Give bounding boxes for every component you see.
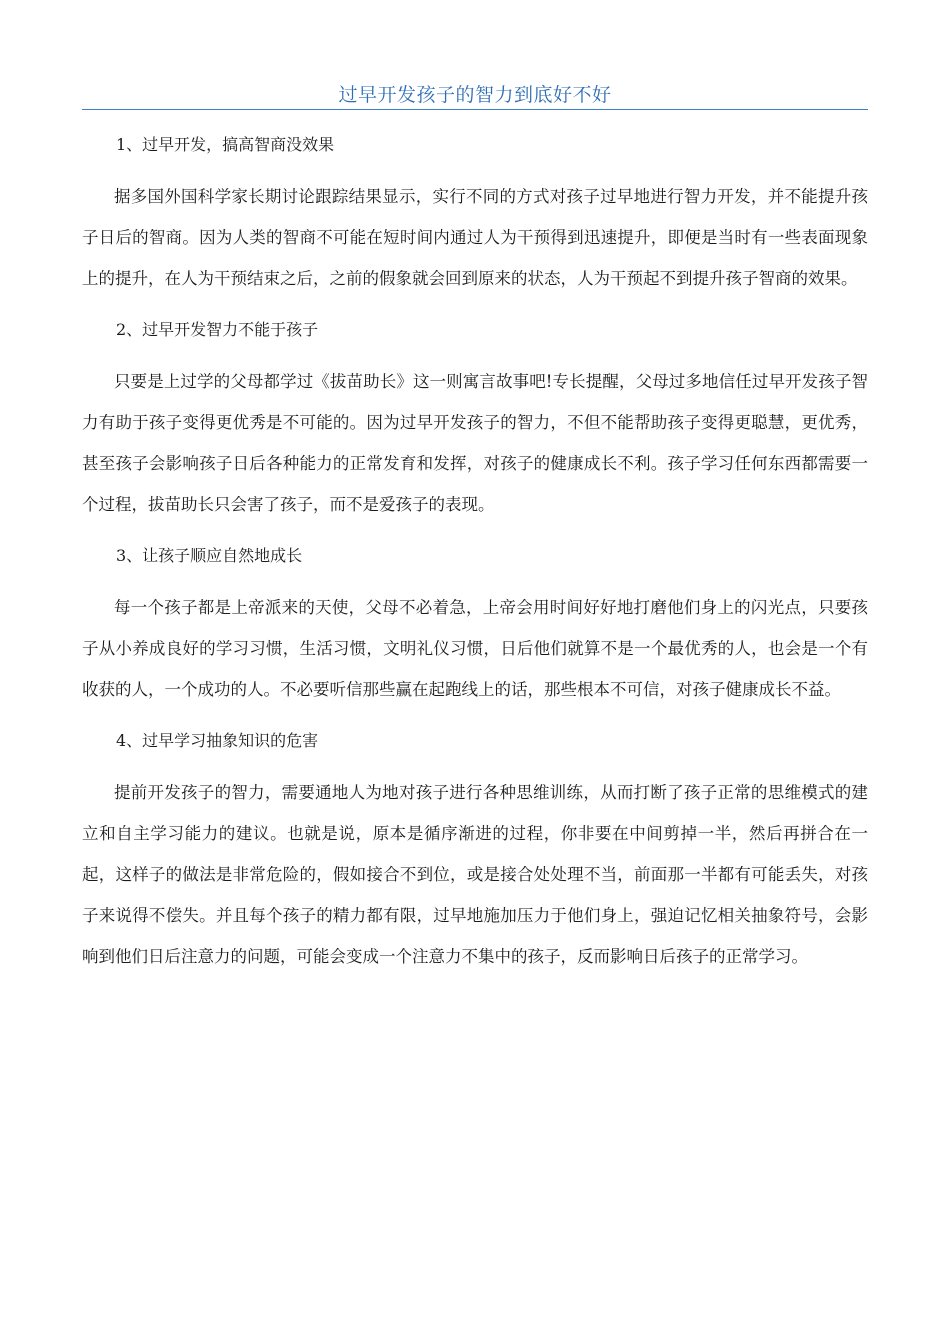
section-3-heading: 3、让孩子顺应自然地成长	[116, 546, 303, 565]
section-4-heading: 4、过早学习抽象知识的危害	[116, 731, 319, 750]
section-2-heading: 2、过早开发智力不能于孩子	[116, 320, 319, 339]
section-4-body: 提前开发孩子的智力，需要通地人为地对孩子进行各种思维训练，从而打断了孩子正常的思维模式的建立和自主学习能力的建议。也就是说，原本是循序渐进的过程，你非要在中间剪掉一半，然后再拼合在一起，这样子的做法是非常危险的，假如接合不到位，或是接合处处理不当，前面那一半都有可能丢失，对孩子来说得不偿失。并且每个孩子的精力都有限，过早地施加压力于他们身上，强迫记忆相关抽象符号，会影响到他们日后注意力的问题，可能会变成一个注意力不集中的孩子，反而影响日后孩子的正常学习。	[82, 783, 868, 966]
section-1-heading: 1、过早开发，搞高智商没效果	[116, 135, 335, 154]
section-1-body: 据多国外国科学家长期讨论跟踪结果显示，实行不同的方式对孩子过早地进行智力开发，并不能提升孩子日后的智商。因为人类的智商不可能在短时间内通过人为干预得到迅速提升，即便是当时有一些表面现象上的提升，在人为干预结束之后，之前的假象就会回到原来的状态，人为干预起不到提升孩子智商的效果。	[82, 187, 868, 288]
section-3-body: 每一个孩子都是上帝派来的天使，父母不必着急，上帝会用时间好好地打磨他们身上的闪光点，只要孩子从小养成良好的学习习惯，生活习惯，文明礼仪习惯，日后他们就算不是一个最优秀的人，也会是一个有收获的人，一个成功的人。不必要听信那些赢在起跑线上的话，那些根本不可信，对孩子健康成长不益。	[82, 598, 868, 699]
document-title: 过早开发孩子的智力到底好不好	[338, 84, 612, 106]
section-2-body: 只要是上过学的父母都学过《拔苗助长》这一则寓言故事吧!专长提醒，父母过多地信任过早开发孩子智力有助于孩子变得更优秀是不可能的。因为过早开发孩子的智力，不但不能帮助孩子变得更聪慧，更优秀，甚至孩子会影响孩子日后各种能力的正常发育和发挥，对孩子的健康成长不利。孩子学习任何东西都需要一个过程，拔苗助长只会害了孩子，而不是爱孩子的表现。	[82, 372, 868, 514]
title-underline	[82, 109, 868, 110]
document-page	[82, 0, 868, 977]
